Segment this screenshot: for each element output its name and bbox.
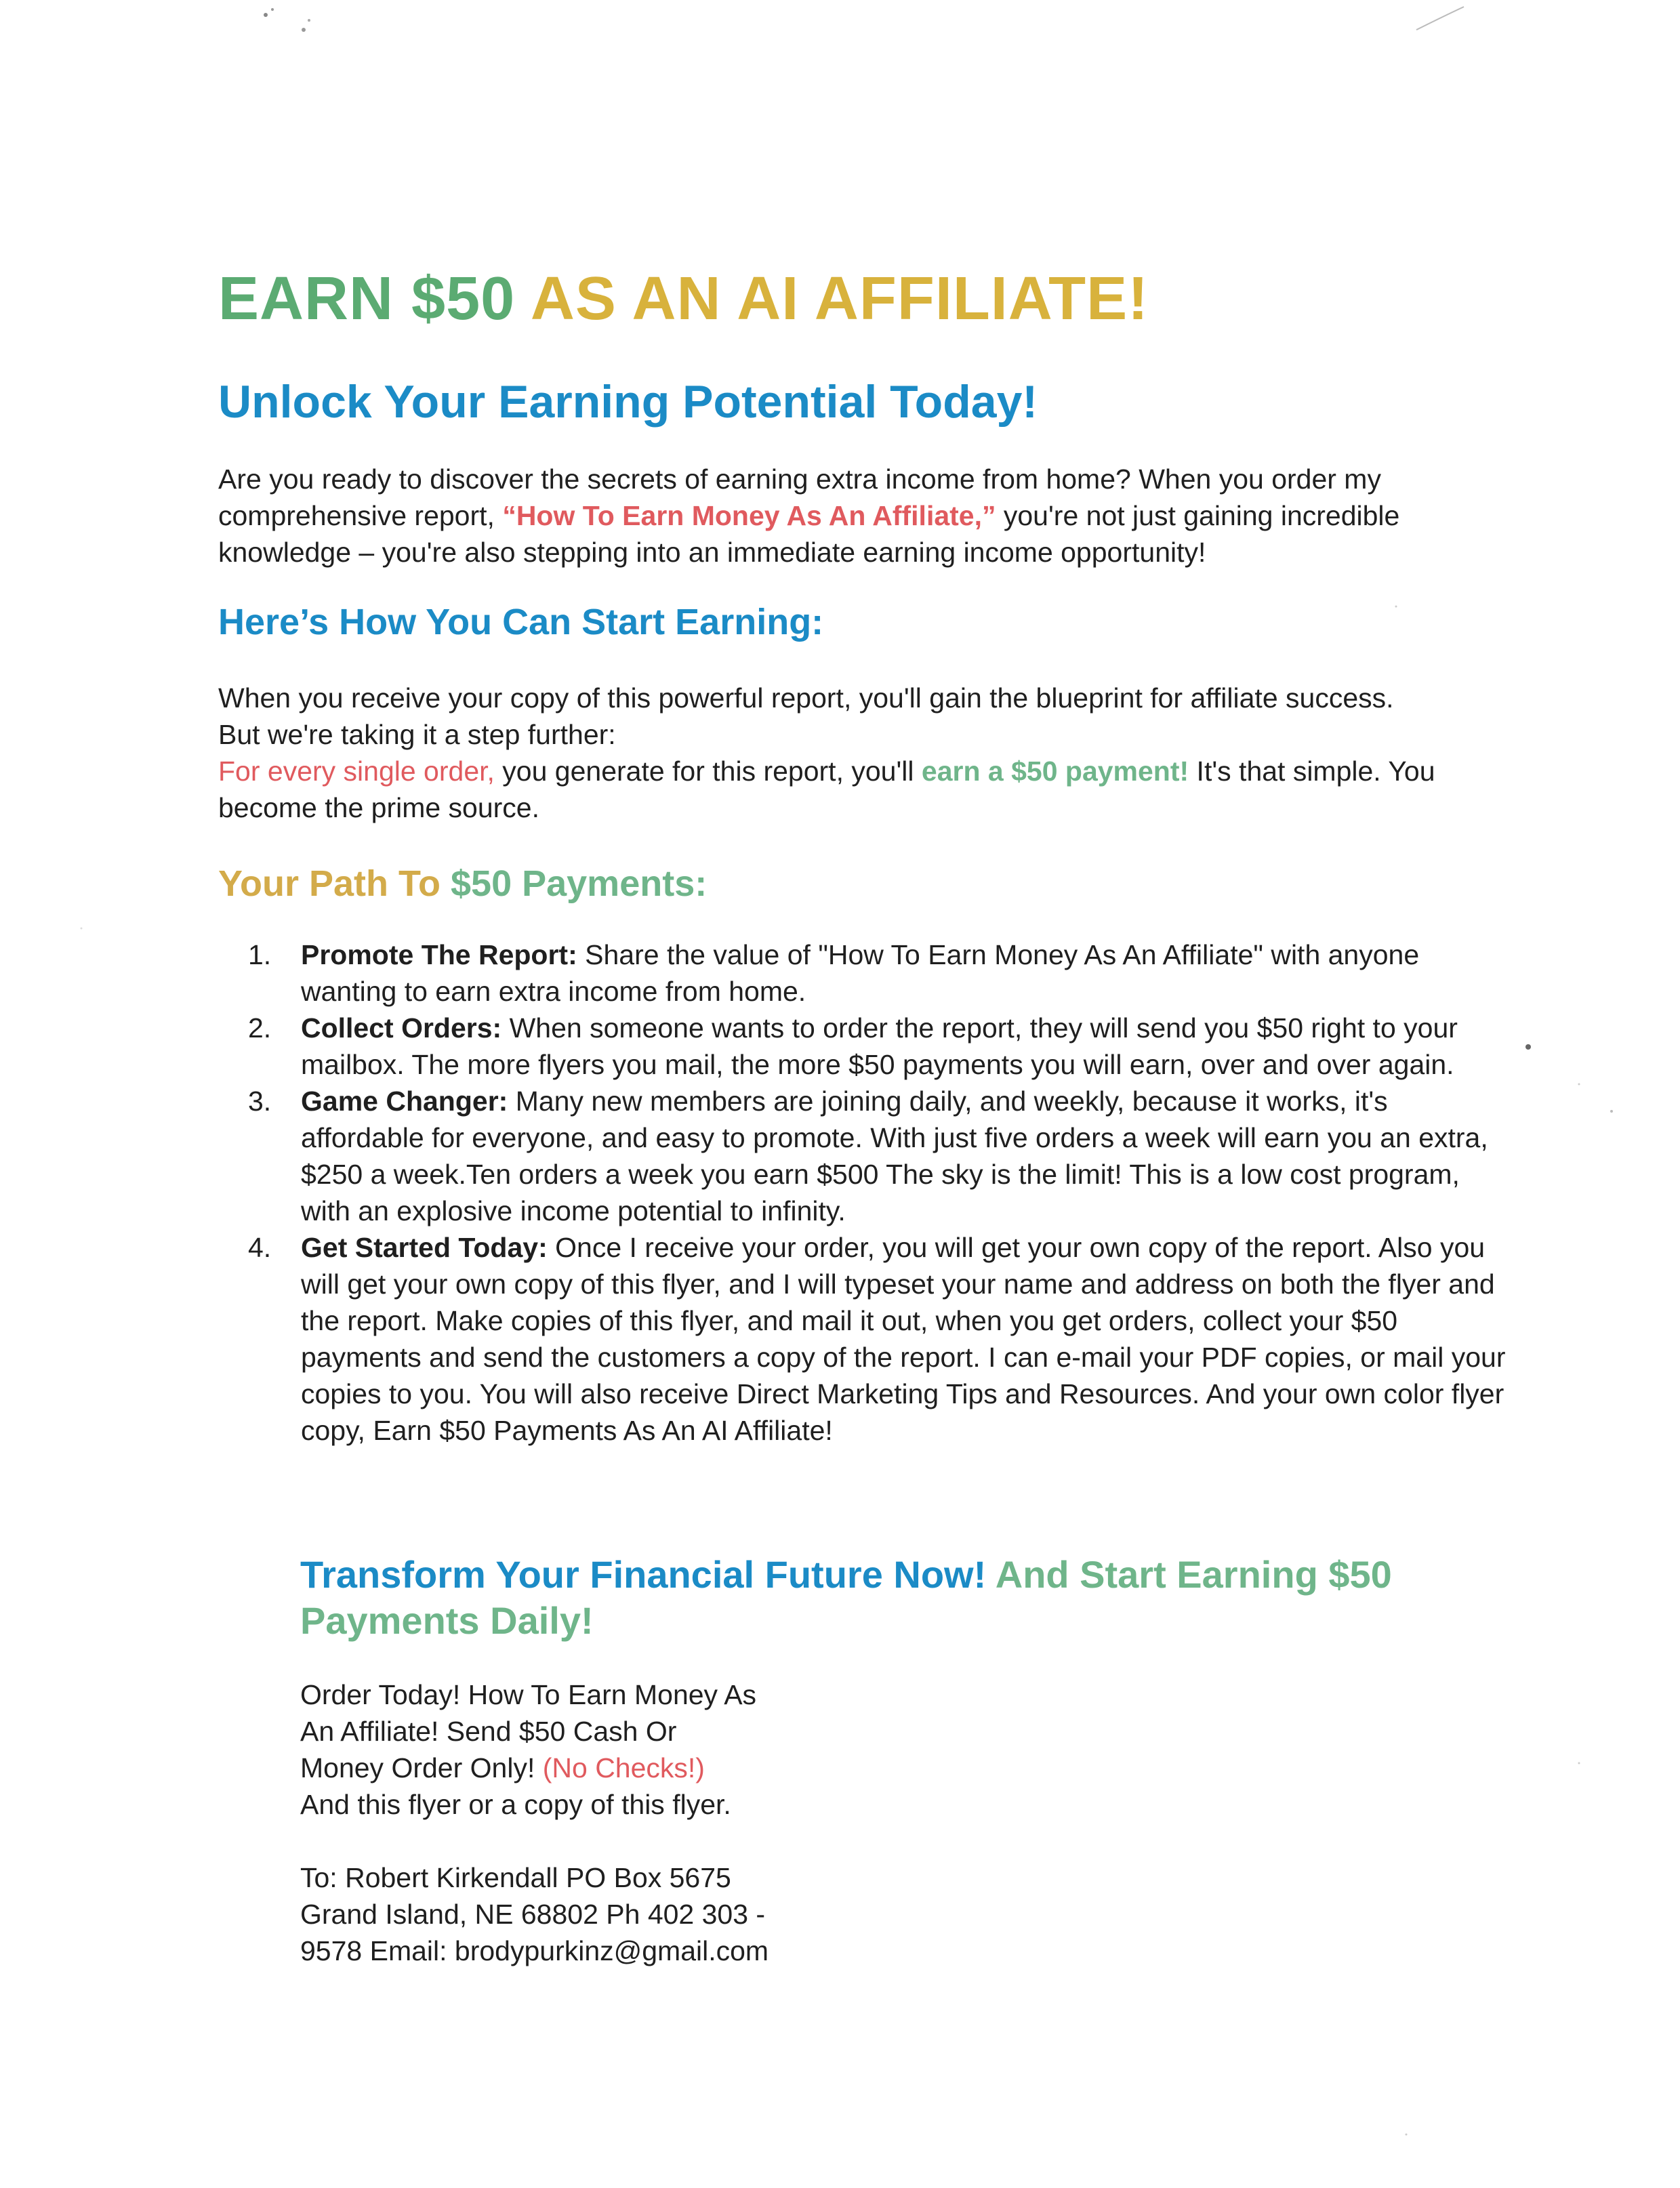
how-line-2: But we're taking it a step further:: [218, 719, 616, 750]
contact-line-1: To: Robert Kirkendall PO Box 5675: [300, 1862, 731, 1893]
page-title: [218, 262, 1506, 336]
every-order-text: For every single order,: [218, 756, 495, 787]
step-text: Many new members are joining daily, and weekly, because it works, it's affordable for everyone, and easy to promote. With just five orders a week will earn you an extra, $250 a week.Ten orders a week you earn $500 The sky is the limit! This is a low cost program, with an explosive income potential to infinity.: [301, 1086, 1488, 1226]
transform-part2: And Start Earning $50 Payments Daily!: [300, 1553, 1392, 1642]
how-line-1: When you receive your copy of this powerful report, you'll gain the blueprint for affiliate success.: [218, 682, 1394, 714]
step-text: Share the value of "How To Earn Money As An Affiliate" with anyone wanting to earn extra income from home.: [301, 939, 1420, 1007]
step-label: Promote The Report:: [301, 939, 577, 970]
order-line-3: [300, 1750, 910, 1786]
step-number: 2.: [248, 1012, 272, 1044]
list-item: [218, 1229, 1506, 1449]
step-label: Collect Orders:: [301, 1012, 502, 1044]
report-title: “How To Earn Money As An Affiliate,”: [502, 500, 996, 531]
path-heading-part1: Your Path To: [218, 863, 441, 904]
order-line-3-text: Money Order Only!: [300, 1752, 543, 1783]
how-middle-text: you generate for this report, you'll: [494, 756, 922, 787]
earn-payment-text: earn a $50 payment!: [921, 756, 1189, 787]
step-label: Get Started Today:: [301, 1232, 548, 1263]
how-line-3: [218, 753, 1506, 826]
steps-list: [218, 936, 1506, 1449]
transform-heading: [300, 1552, 1452, 1644]
step-number: 4.: [248, 1232, 272, 1263]
step-text: When someone wants to order the report, they will send you $50 right to your mailbox. The more flyers you mail, the more $50 payments you will earn, over and over again.: [301, 1012, 1458, 1080]
intro-text-1: Are you ready to discover the secrets of earning extra income from home? When you order my comprehensive report,: [218, 463, 1381, 531]
step-label: Game Changer:: [301, 1086, 508, 1117]
list-item: [218, 1083, 1506, 1229]
intro-text-2: you're not just gaining incredible knowledge – you're also stepping into an immediate earning income opportunity!: [218, 500, 1400, 568]
order-line-4: And this flyer or a copy of this flyer.: [300, 1789, 731, 1820]
transform-part1: Transform Your Financial Future Now!: [300, 1553, 987, 1596]
order-line-2: An Affiliate! Send $50 Cash Or: [300, 1716, 677, 1747]
how-paragraph: [218, 680, 1506, 826]
order-line-1: Order Today! How To Earn Money As: [300, 1679, 757, 1710]
intro-paragraph: [218, 461, 1506, 571]
step-number: 1.: [248, 939, 272, 970]
path-heading: [218, 859, 707, 908]
title-affiliate: AS AN AI AFFILIATE!: [530, 265, 1149, 333]
how-heading: Here’s How You Can Start Earning:: [218, 602, 824, 642]
order-instructions: [300, 1676, 910, 1823]
step-text: Once I receive your order, you will get your own copy of the report. Also you will get your own copy of this flyer, and I will typeset your name and address on both the flyer and the report. Make copies of this flyer, and mail it out, when you get orders, collect your $50 payments and send the customers a copy of the report. I can e-mail your PDF copies, or mail your copies to you. You will also receive Direct Marketing Tips and Resources. And your own color flyer copy, Earn $50 Payments As An AI Affiliate!: [301, 1232, 1506, 1446]
no-checks-text: (No Checks!): [542, 1752, 705, 1783]
subtitle: Unlock Your Earning Potential Today!: [218, 376, 1038, 428]
path-heading-part2: $50 Payments:: [451, 863, 708, 904]
how-end-text: It's that simple. You become the prime source.: [218, 756, 1435, 823]
step-number: 3.: [248, 1086, 272, 1117]
contact-line-3: 9578 Email: brodypurkinz@gmail.com: [300, 1935, 769, 1966]
contact-line-2: Grand Island, NE 68802 Ph 402 303 -: [300, 1899, 766, 1930]
list-item: [218, 1010, 1506, 1083]
contact-info: [300, 1859, 910, 1969]
title-amount: EARN $50: [218, 265, 516, 333]
list-item: [218, 936, 1506, 1010]
